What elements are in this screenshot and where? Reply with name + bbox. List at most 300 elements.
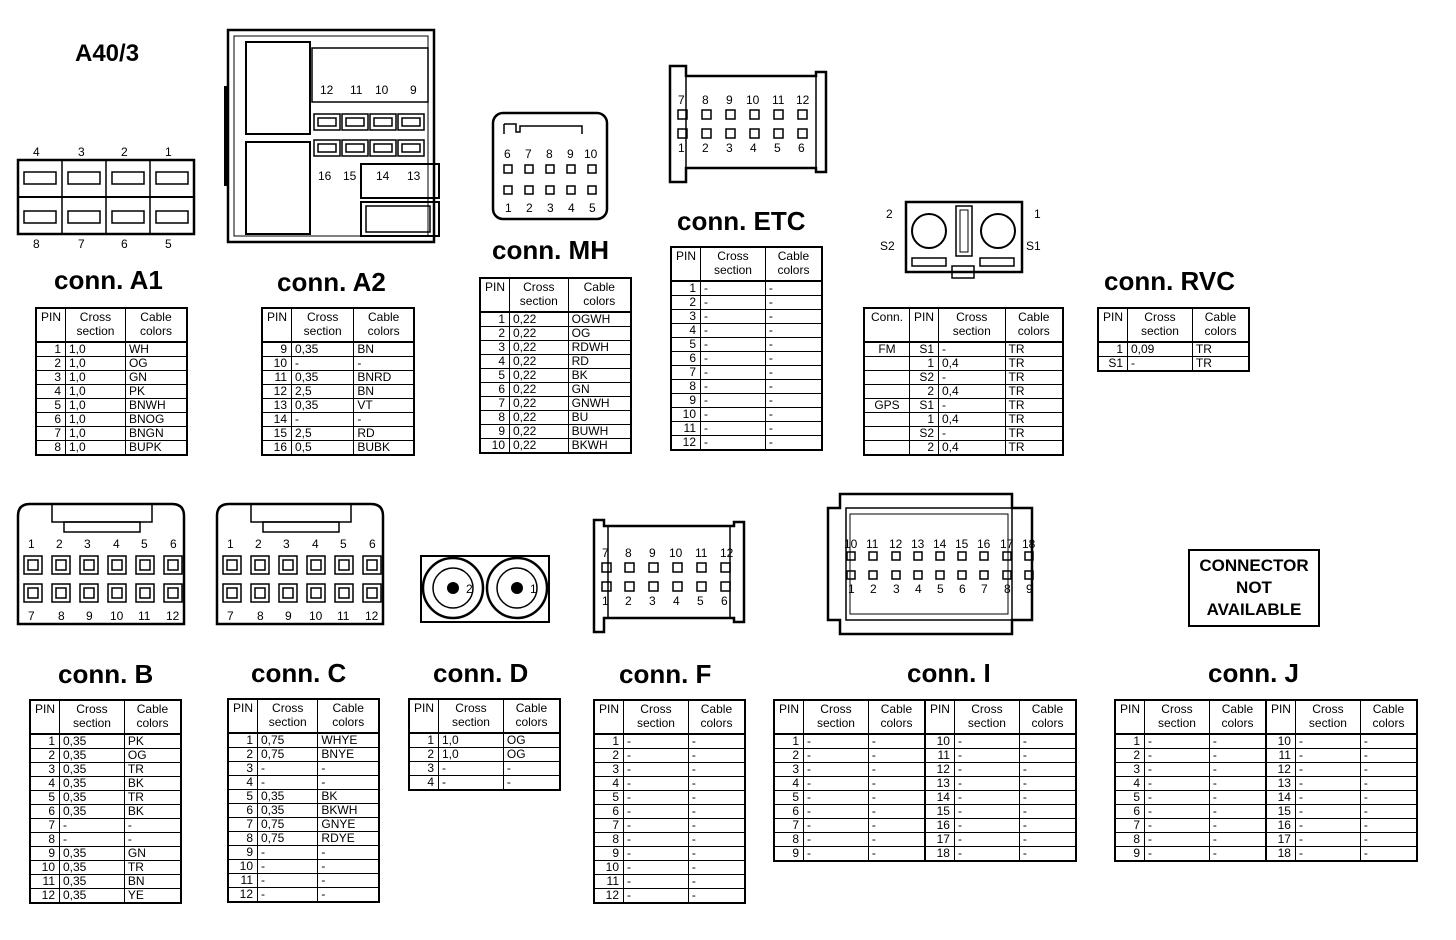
pin-header: PIN bbox=[910, 308, 939, 342]
table-cell: 2,5 bbox=[292, 385, 354, 399]
table-cell: - bbox=[258, 860, 318, 874]
pin-label: 1 bbox=[227, 537, 234, 551]
table-cell: 8 bbox=[671, 380, 701, 394]
table-cell: BUPK bbox=[125, 441, 187, 456]
table-cell: BK bbox=[124, 777, 181, 791]
table-cell: 3 bbox=[36, 371, 66, 385]
table-cell: - bbox=[701, 352, 766, 366]
table-cell: 0,22 bbox=[510, 327, 569, 341]
table-cell: 1 bbox=[910, 357, 939, 371]
na-line-3: AVAILABLE bbox=[1206, 600, 1302, 619]
table-row bbox=[774, 833, 1076, 847]
table-row bbox=[1115, 734, 1417, 749]
conn-c-drawing bbox=[215, 502, 387, 626]
table-cell: WHYE bbox=[318, 733, 379, 748]
table-cell: TR bbox=[124, 763, 181, 777]
pin-label: 10 bbox=[669, 546, 683, 560]
table-cell: 0,75 bbox=[258, 832, 318, 846]
table-row bbox=[262, 371, 414, 385]
table-cell: 7 bbox=[228, 818, 258, 832]
conn-etc-drawing bbox=[666, 62, 830, 184]
conn-f-drawing bbox=[590, 516, 752, 638]
conn-f-table bbox=[593, 699, 746, 904]
table-cell: 11 bbox=[30, 875, 60, 889]
table-cell: BUWH bbox=[568, 425, 631, 439]
table-cell: 7 bbox=[30, 819, 60, 833]
pin-label: 6 bbox=[798, 141, 805, 155]
table-row bbox=[671, 324, 822, 338]
table-cell: 3 bbox=[774, 763, 804, 777]
table-cell: 2 bbox=[774, 749, 804, 763]
table-cell: - bbox=[1360, 777, 1417, 791]
table-cell: 8 bbox=[1115, 833, 1145, 847]
table-cell: 3 bbox=[671, 310, 701, 324]
table-cell: - bbox=[1128, 357, 1193, 372]
table-cell: 3 bbox=[228, 762, 258, 776]
conn-mh-title: conn. MH bbox=[492, 235, 609, 265]
table-cell: 3 bbox=[30, 763, 60, 777]
table-cell: - bbox=[765, 324, 822, 338]
table-cell: 15 bbox=[925, 805, 955, 819]
pin-header: PIN bbox=[774, 700, 804, 734]
table-cell: 1,0 bbox=[66, 441, 126, 456]
cable-colors-header: Cable colors bbox=[125, 308, 187, 342]
pin-label: 8 bbox=[257, 609, 264, 623]
table-cell: 8 bbox=[30, 833, 60, 847]
table-cell: 0,35 bbox=[60, 847, 125, 861]
table-cell: 16 bbox=[925, 819, 955, 833]
table-cell: 8 bbox=[36, 441, 66, 456]
pin-header: PIN bbox=[262, 308, 292, 342]
table-row bbox=[30, 791, 181, 805]
table-row bbox=[1115, 819, 1417, 833]
table-cell: - bbox=[1145, 734, 1210, 749]
table-cell: - bbox=[1295, 734, 1360, 749]
table-cell: - bbox=[701, 394, 766, 408]
main-title: A40/3 bbox=[75, 40, 140, 67]
pin-header: PIN bbox=[409, 699, 439, 733]
table-cell: 0,22 bbox=[510, 411, 569, 425]
pin-label: 7 bbox=[525, 147, 532, 161]
table-cell: 0,35 bbox=[258, 804, 318, 818]
table-cell: - bbox=[624, 861, 689, 875]
table-cell: 4 bbox=[1115, 777, 1145, 791]
table-cell: 4 bbox=[774, 777, 804, 791]
table-cell: 0,22 bbox=[510, 383, 569, 397]
table-cell: 7 bbox=[594, 819, 624, 833]
table-cell: TR bbox=[1005, 342, 1063, 357]
table-cell: TR bbox=[1192, 357, 1249, 372]
table-cell: - bbox=[318, 762, 379, 776]
table-cell: - bbox=[954, 777, 1019, 791]
table-row bbox=[30, 861, 181, 875]
table-row bbox=[228, 818, 379, 832]
table-row bbox=[30, 833, 181, 847]
table-cell: 0,22 bbox=[510, 341, 569, 355]
table-row bbox=[262, 441, 414, 456]
table-cell: - bbox=[1295, 819, 1360, 833]
cable-colors-header: Cable colors bbox=[688, 700, 745, 734]
conn-rvc-drawing bbox=[880, 200, 1050, 280]
conn-c-table bbox=[227, 698, 380, 903]
table-cell: 5 bbox=[1115, 791, 1145, 805]
pin-label: 9 bbox=[567, 147, 574, 161]
table-cell bbox=[864, 385, 910, 399]
table-row bbox=[30, 847, 181, 861]
table-row bbox=[774, 749, 1076, 763]
table-cell: - bbox=[765, 338, 822, 352]
table-cell: 6 bbox=[480, 383, 510, 397]
table-cell: BK bbox=[124, 805, 181, 819]
table-cell: 4 bbox=[594, 777, 624, 791]
table-cell: - bbox=[354, 413, 414, 427]
table-cell: - bbox=[1209, 819, 1266, 833]
table-cell: - bbox=[804, 777, 869, 791]
table-cell: - bbox=[624, 889, 689, 904]
pin-label: 10 bbox=[746, 93, 760, 107]
table-cell: 1 bbox=[671, 281, 701, 296]
table-cell: - bbox=[1019, 805, 1076, 819]
table-cell: 3 bbox=[1115, 763, 1145, 777]
pin-label: 6 bbox=[170, 537, 177, 551]
table-cell: 2,5 bbox=[292, 427, 354, 441]
table-cell: 0,35 bbox=[292, 399, 354, 413]
table-cell: - bbox=[1295, 749, 1360, 763]
pin-header: PIN bbox=[925, 700, 955, 734]
table-cell: - bbox=[701, 324, 766, 338]
pin-label: 17 bbox=[1000, 537, 1014, 551]
table-cell: - bbox=[765, 408, 822, 422]
table-cell: 3 bbox=[594, 763, 624, 777]
table-cell: 5 bbox=[480, 369, 510, 383]
table-cell: 1,0 bbox=[439, 733, 504, 748]
table-cell: S1 bbox=[910, 342, 939, 357]
connector-not-available-box bbox=[1188, 549, 1320, 627]
table-cell: 0,75 bbox=[258, 818, 318, 832]
pin-label: 9 bbox=[86, 609, 93, 623]
pin-label: 12 bbox=[166, 609, 180, 623]
table-cell: - bbox=[1295, 833, 1360, 847]
pin-label: 11 bbox=[772, 93, 785, 107]
table-cell: 9 bbox=[228, 846, 258, 860]
table-row bbox=[30, 749, 181, 763]
table-row bbox=[594, 847, 745, 861]
table-cell: - bbox=[954, 763, 1019, 777]
conn-rvc-title: conn. RVC bbox=[1104, 266, 1235, 296]
table-cell: RDWH bbox=[568, 341, 631, 355]
table-row bbox=[594, 889, 745, 904]
table-cell: 5 bbox=[36, 399, 66, 413]
table-cell: 0,35 bbox=[60, 763, 125, 777]
table-cell: - bbox=[688, 805, 745, 819]
cable-colors-header: Cable colors bbox=[1192, 308, 1249, 342]
table-row bbox=[1115, 791, 1417, 805]
conn-a2-title: conn. A2 bbox=[277, 267, 386, 297]
table-cell: 5 bbox=[594, 791, 624, 805]
table-cell: 6 bbox=[228, 804, 258, 818]
pin-label: 14 bbox=[933, 537, 947, 551]
table-cell: - bbox=[1145, 777, 1210, 791]
table-cell: - bbox=[765, 296, 822, 310]
table-cell: - bbox=[765, 310, 822, 324]
pin-label: 10 bbox=[375, 83, 389, 97]
table-cell: 9 bbox=[262, 342, 292, 357]
table-cell: BNRD bbox=[354, 371, 414, 385]
table-row bbox=[30, 889, 181, 904]
pin-header: PIN bbox=[36, 308, 66, 342]
table-cell: - bbox=[439, 776, 504, 791]
cable-colors-header: Cable colors bbox=[1019, 700, 1076, 734]
table-row bbox=[671, 394, 822, 408]
cable-colors-header: Cable colors bbox=[503, 699, 560, 733]
table-row bbox=[228, 888, 379, 903]
cable-colors-header: Cable colors bbox=[1005, 308, 1063, 342]
table-row bbox=[262, 413, 414, 427]
table-cell: 2 bbox=[910, 441, 939, 456]
table-row bbox=[228, 733, 379, 748]
pin-label: 1 bbox=[678, 141, 685, 155]
table-cell: - bbox=[701, 310, 766, 324]
table-cell: 0,4 bbox=[939, 413, 1006, 427]
table-cell: - bbox=[1360, 847, 1417, 862]
table-row bbox=[228, 832, 379, 846]
table-row bbox=[594, 777, 745, 791]
pin-label: 9 bbox=[1026, 582, 1033, 596]
pin-label: 12 bbox=[320, 83, 334, 97]
table-cell: - bbox=[804, 805, 869, 819]
table-cell: - bbox=[1360, 805, 1417, 819]
table-cell: - bbox=[701, 408, 766, 422]
table-cell: 2 bbox=[671, 296, 701, 310]
table-cell: 15 bbox=[262, 427, 292, 441]
table-row bbox=[262, 385, 414, 399]
table-row bbox=[228, 762, 379, 776]
table-cell: - bbox=[804, 763, 869, 777]
table-row bbox=[864, 399, 1063, 413]
table-cell: YE bbox=[124, 889, 181, 904]
table-cell: BNOG bbox=[125, 413, 187, 427]
table-cell: 8 bbox=[480, 411, 510, 425]
table-cell: - bbox=[1145, 805, 1210, 819]
table-cell: 0,5 bbox=[292, 441, 354, 456]
table-cell: 6 bbox=[36, 413, 66, 427]
table-row bbox=[228, 874, 379, 888]
table-cell: - bbox=[318, 860, 379, 874]
table-row bbox=[671, 338, 822, 352]
table-cell: - bbox=[1145, 833, 1210, 847]
table-cell: 1 bbox=[409, 733, 439, 748]
table-row bbox=[774, 763, 1076, 777]
table-cell: BNWH bbox=[125, 399, 187, 413]
pin-label: 5 bbox=[165, 237, 172, 251]
conn-etc-title: conn. ETC bbox=[677, 206, 806, 236]
table-cell: - bbox=[688, 763, 745, 777]
pin-label: 1 bbox=[1034, 207, 1041, 221]
pin-label: 1 bbox=[28, 537, 35, 551]
table-cell: - bbox=[701, 436, 766, 451]
pin-label: 9 bbox=[726, 93, 733, 107]
table-cell: - bbox=[868, 805, 925, 819]
table-cell: TR bbox=[1192, 342, 1249, 357]
table-row bbox=[594, 791, 745, 805]
table-cell: - bbox=[624, 734, 689, 749]
table-cell bbox=[864, 371, 910, 385]
table-row bbox=[774, 777, 1076, 791]
table-cell: - bbox=[688, 734, 745, 749]
table-row bbox=[480, 411, 631, 425]
pin-label: 10 bbox=[110, 609, 124, 623]
table-cell: - bbox=[1209, 791, 1266, 805]
table-cell: - bbox=[258, 846, 318, 860]
table-cell: 13 bbox=[1266, 777, 1296, 791]
table-cell: - bbox=[1209, 777, 1266, 791]
table-cell: - bbox=[292, 357, 354, 371]
pin-label: 2 bbox=[526, 201, 533, 215]
pin-label: 5 bbox=[774, 141, 781, 155]
pin-label: 1 bbox=[848, 582, 855, 596]
pin-label: 10 bbox=[309, 609, 323, 623]
table-cell: 5 bbox=[30, 791, 60, 805]
table-cell: 9 bbox=[480, 425, 510, 439]
table-row bbox=[774, 847, 1076, 862]
cross-section-header: Cross section bbox=[66, 308, 126, 342]
pin-label: 2 bbox=[255, 537, 262, 551]
table-cell: 10 bbox=[925, 734, 955, 749]
table-row bbox=[30, 819, 181, 833]
table-cell: 9 bbox=[1115, 847, 1145, 862]
table-cell: 0,22 bbox=[510, 369, 569, 383]
table-cell: - bbox=[688, 875, 745, 889]
table-cell: 2 bbox=[228, 748, 258, 762]
cross-section-header: Cross section bbox=[701, 247, 766, 281]
table-cell: 7 bbox=[774, 819, 804, 833]
table-cell: 0,22 bbox=[510, 312, 569, 327]
table-cell: - bbox=[318, 888, 379, 903]
table-cell: - bbox=[765, 394, 822, 408]
table-row bbox=[594, 833, 745, 847]
pin-label: 8 bbox=[625, 546, 632, 560]
table-cell: - bbox=[124, 833, 181, 847]
pin-label: 12 bbox=[889, 537, 903, 551]
table-cell: 7 bbox=[36, 427, 66, 441]
table-cell: - bbox=[1209, 847, 1266, 862]
table-cell: 13 bbox=[262, 399, 292, 413]
pin-label: 5 bbox=[589, 201, 596, 215]
table-cell: - bbox=[804, 847, 869, 862]
pin-label: 18 bbox=[1022, 537, 1036, 551]
table-row bbox=[1115, 777, 1417, 791]
table-row bbox=[864, 357, 1063, 371]
table-row bbox=[594, 763, 745, 777]
table-cell: 1 bbox=[480, 312, 510, 327]
cable-colors-header: Cable colors bbox=[318, 699, 379, 733]
table-cell: GPS bbox=[864, 399, 910, 413]
cable-colors-header: Cable colors bbox=[354, 308, 414, 342]
pin-label: 3 bbox=[547, 201, 554, 215]
table-cell: OG bbox=[125, 357, 187, 371]
pin-label: 13 bbox=[911, 537, 925, 551]
table-row bbox=[480, 355, 631, 369]
cross-section-header: Cross section bbox=[258, 699, 318, 733]
table-cell: - bbox=[688, 833, 745, 847]
table-row bbox=[228, 776, 379, 790]
table-cell: - bbox=[701, 422, 766, 436]
table-cell: 18 bbox=[1266, 847, 1296, 862]
table-cell: - bbox=[60, 819, 125, 833]
pin-label: 8 bbox=[33, 237, 40, 251]
table-row bbox=[228, 846, 379, 860]
table-cell: - bbox=[1209, 749, 1266, 763]
conn-j-table bbox=[1114, 699, 1418, 862]
table-cell: BK bbox=[568, 369, 631, 383]
table-row bbox=[480, 327, 631, 341]
table-cell: 0,4 bbox=[939, 385, 1006, 399]
table-row bbox=[594, 861, 745, 875]
pin-label: 7 bbox=[678, 93, 685, 107]
table-cell: - bbox=[688, 819, 745, 833]
table-cell: - bbox=[624, 805, 689, 819]
cross-section-header: Cross section bbox=[292, 308, 354, 342]
table-cell: 6 bbox=[30, 805, 60, 819]
table-cell: - bbox=[1209, 833, 1266, 847]
conn-b-title: conn. B bbox=[58, 659, 154, 689]
cross-section-header: Cross section bbox=[939, 308, 1006, 342]
pin-label: 6 bbox=[369, 537, 376, 551]
pin-label: 3 bbox=[78, 145, 85, 159]
pin-label: 3 bbox=[84, 537, 91, 551]
pin-label: 6 bbox=[121, 237, 128, 251]
na-line-2: NOT bbox=[1236, 578, 1272, 597]
table-cell: 12 bbox=[30, 889, 60, 904]
table-cell: 2 bbox=[409, 748, 439, 762]
table-cell: 0,35 bbox=[292, 342, 354, 357]
pin-label: 9 bbox=[285, 609, 292, 623]
table-row bbox=[594, 749, 745, 763]
table-cell: - bbox=[1019, 847, 1076, 862]
table-cell: - bbox=[804, 734, 869, 749]
table-cell: 10 bbox=[30, 861, 60, 875]
table-cell: OG bbox=[568, 327, 631, 341]
cable-colors-header: Cable colors bbox=[124, 700, 181, 734]
table-row bbox=[480, 425, 631, 439]
table-row bbox=[480, 369, 631, 383]
table-row bbox=[594, 805, 745, 819]
table-row bbox=[228, 748, 379, 762]
conn-a2-drawing bbox=[224, 26, 446, 248]
pin-header: PIN bbox=[671, 247, 701, 281]
pin-label: 6 bbox=[959, 582, 966, 596]
pin-label: 4 bbox=[915, 582, 922, 596]
pin-label: 5 bbox=[697, 594, 704, 608]
table-cell: TR bbox=[1005, 371, 1063, 385]
table-cell: 0,35 bbox=[60, 805, 125, 819]
table-cell: 11 bbox=[228, 874, 258, 888]
table-row bbox=[671, 436, 822, 451]
conn-a1-drawing bbox=[16, 144, 198, 252]
table-cell: GN bbox=[568, 383, 631, 397]
table-cell: - bbox=[318, 776, 379, 790]
table-cell: - bbox=[624, 819, 689, 833]
table-cell: 0,35 bbox=[60, 777, 125, 791]
table-cell: - bbox=[868, 749, 925, 763]
table-cell: - bbox=[688, 889, 745, 904]
table-row bbox=[480, 439, 631, 454]
table-cell: - bbox=[868, 791, 925, 805]
table-row bbox=[36, 399, 187, 413]
table-cell: 12 bbox=[594, 889, 624, 904]
table-cell: 12 bbox=[262, 385, 292, 399]
pin-label: 3 bbox=[893, 582, 900, 596]
